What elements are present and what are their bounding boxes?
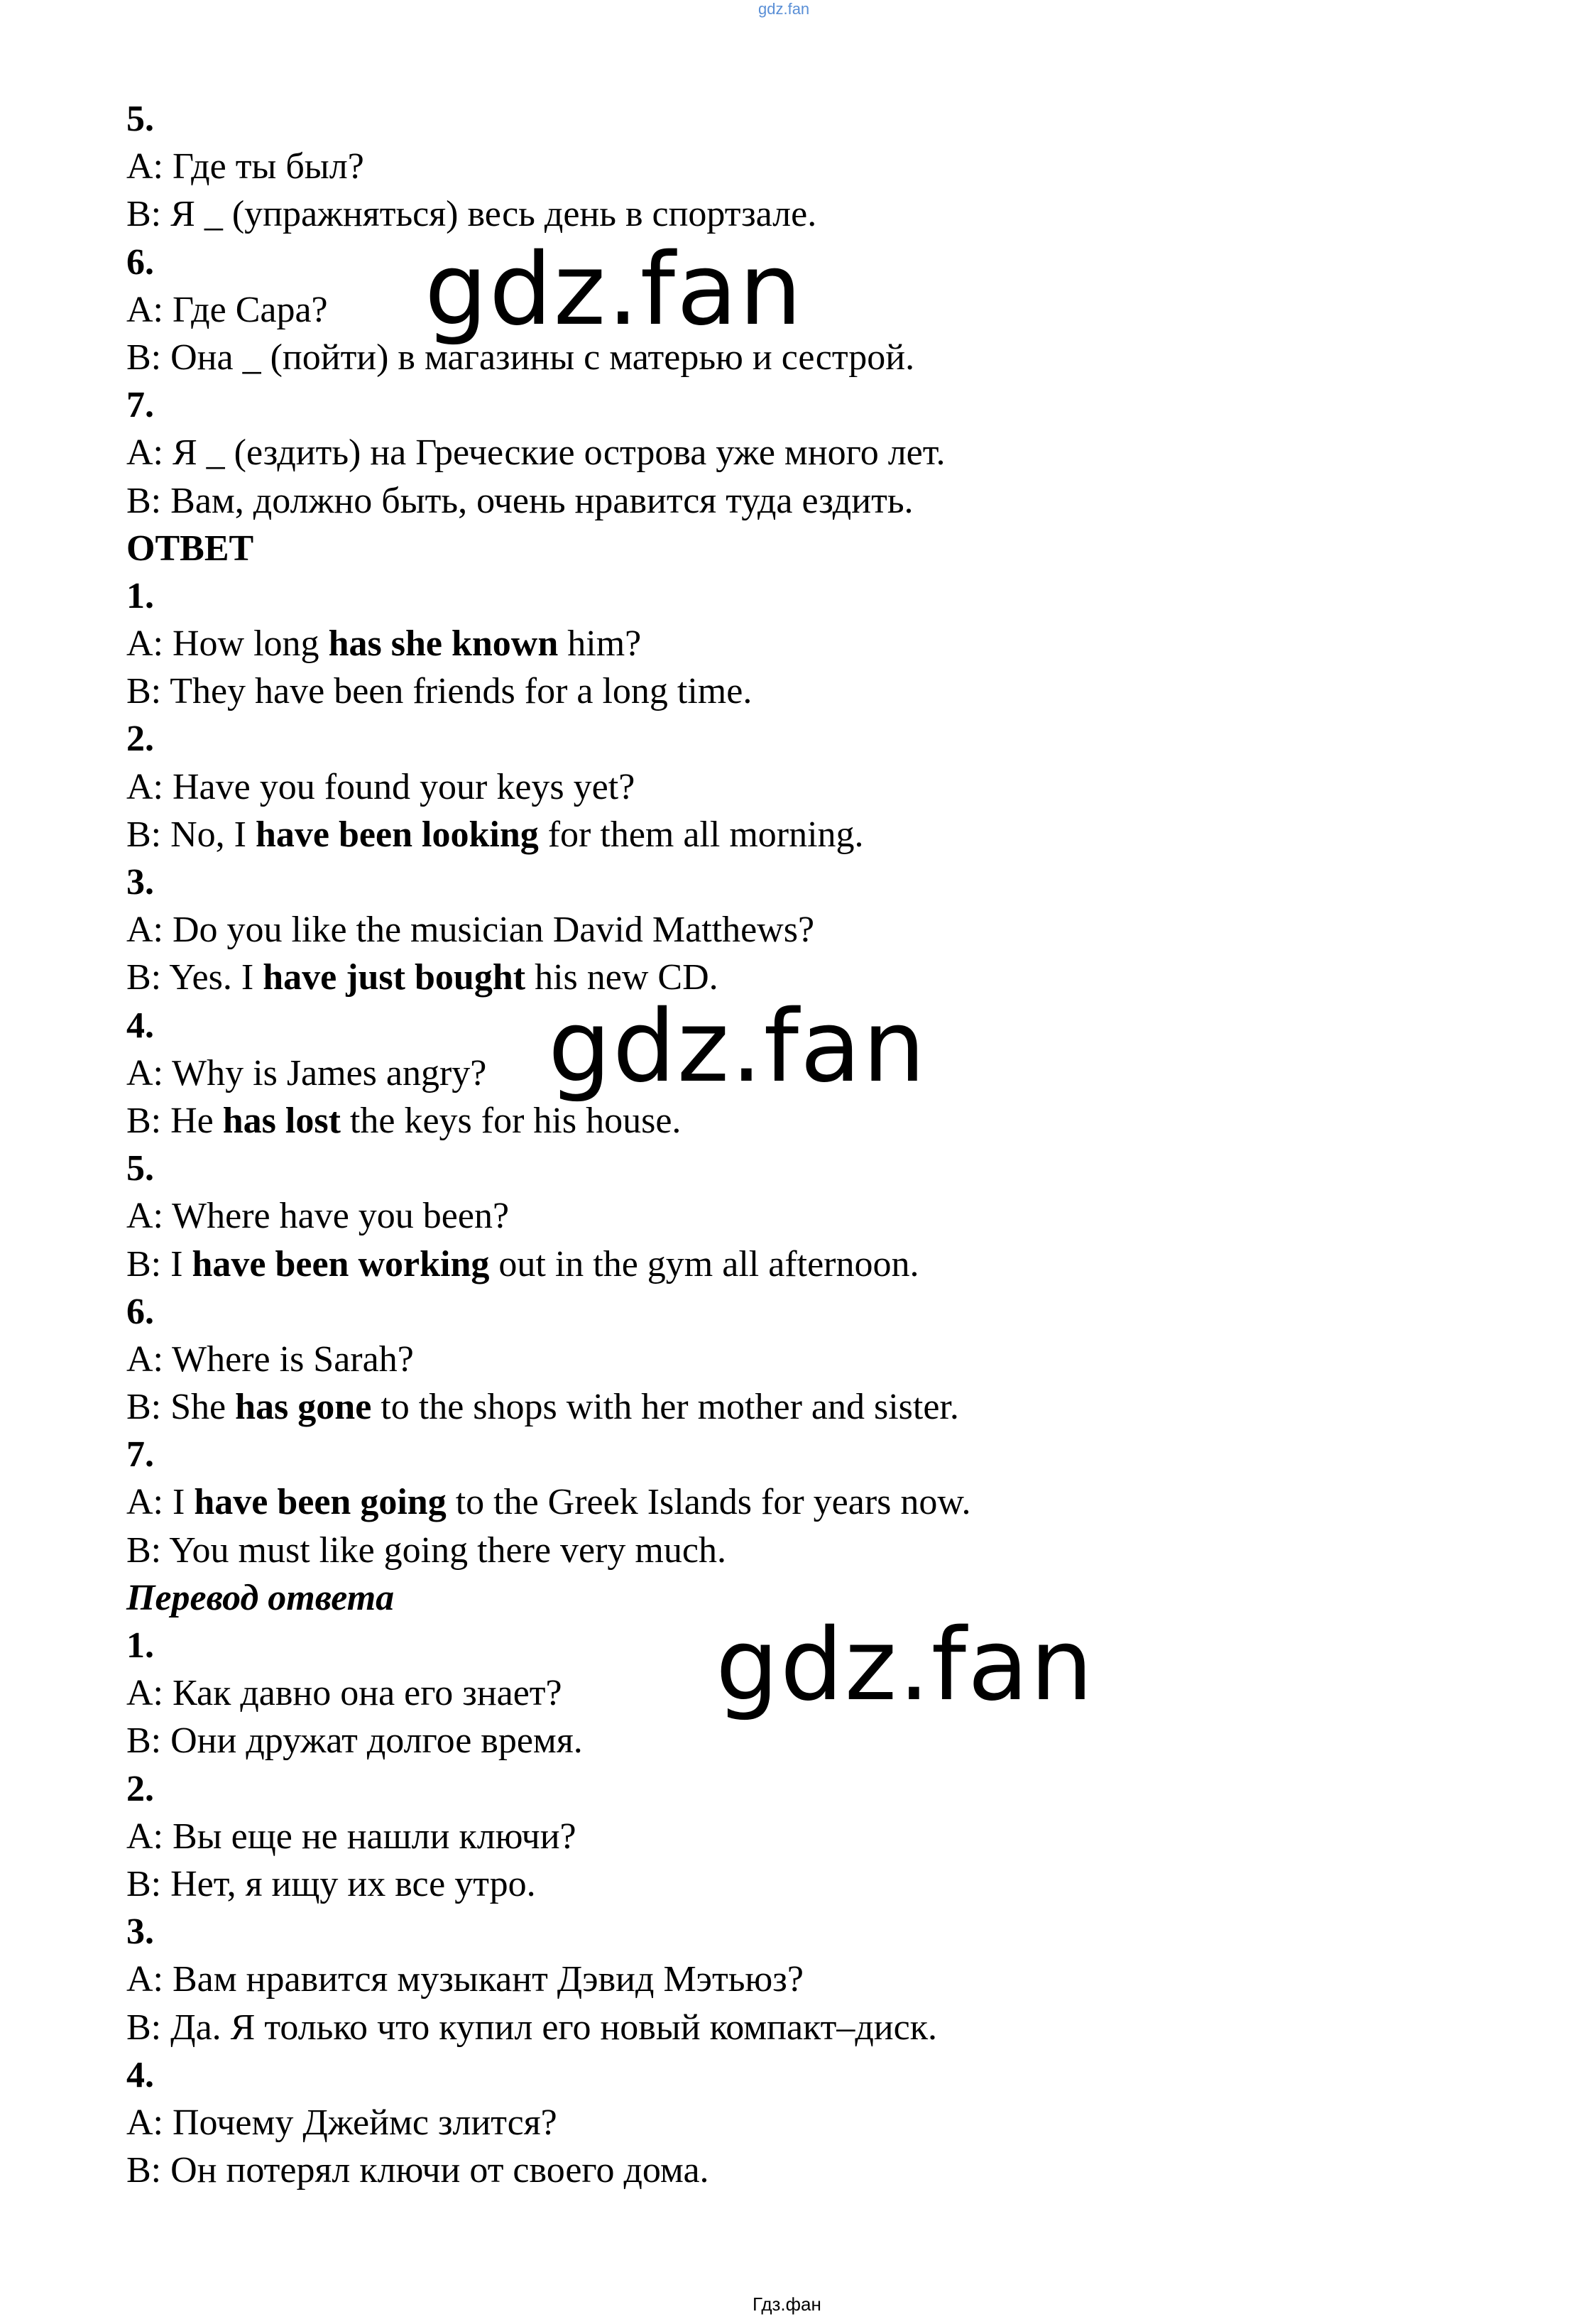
answer-heading: ОТВЕТ [126,528,254,569]
answer-6-number: 6. [126,1291,154,1332]
question-6-number: 6. [126,241,154,283]
document-body [126,95,1475,2194]
translation-4-line-a: A: Почему Джеймс злится? [126,2102,557,2143]
watermark-2: gdz.fan [548,989,927,1105]
translation-1-line-b: B: Они дружат долгое время. [126,1720,583,1762]
answer-2-line-b: B: No, I have been looking for them all morning. [126,814,864,855]
question-6-line-a: A: Где Сара? [126,289,328,330]
answer-6-line-b: B: She has gone to the shops with her mother and sister. [126,1387,959,1428]
answer-4-line-b: B: He has lost the keys for his house. [126,1100,682,1141]
question-7-line-b: B: Вам, должно быть, очень нравится туда ездить. [126,480,914,521]
top-watermark-text: gdz.fan [758,0,810,18]
answer-7-number: 7. [126,1434,154,1475]
translation-4-line-b: B: Он потерял ключи от своего дома. [126,2150,709,2191]
answer-3-number: 3. [126,862,154,902]
answer-7-line-b: B: You must like going there very much. [126,1529,726,1571]
answer-1-line-a: A: How long has she known him? [126,623,642,665]
answer-1-number: 1. [126,575,154,616]
answer-5-number: 5. [126,1148,154,1189]
translation-2-line-b: B: Нет, я ищу их все утро. [126,1863,536,1904]
translation-heading: Перевод ответа [126,1577,395,1618]
question-5-number: 5. [126,99,154,139]
answer-7-line-a: A: I have been going to the Greek Islands for years now. [126,1482,971,1523]
question-7-number: 7. [126,385,154,426]
translation-1-number: 1. [126,1625,154,1666]
watermark-1: gdz.fan [425,232,804,348]
answer-5-line-b: B: I have been working out in the gym all afternoon. [126,1243,919,1284]
answer-2-number: 2. [126,719,154,760]
page-footer: Гдз.фан [753,2293,821,2315]
answer-1-line-b: B: They have been friends for a long time. [126,671,753,712]
answer-2-line-a: A: Have you found your keys yet? [126,766,635,807]
answer-4-number: 4. [126,1005,154,1046]
translation-3-line-b: B: Да. Я только что купил его новый компакт–диск. [126,2007,937,2048]
translation-3-number: 3. [126,1911,154,1953]
answer-3-line-b: B: Yes. I have just bought his new CD. [126,957,718,998]
question-7-line-a: A: Я _ (ездить) на Греческие острова уже много лет. [126,432,946,474]
question-5-line-a: A: Где ты был? [126,146,364,187]
translation-3-line-a: A: Вам нравится музыкант Дэвид Мэтьюз? [126,1959,804,2000]
translation-2-number: 2. [126,1768,154,1809]
answer-3-line-a: A: Do you like the musician David Matthews? [126,910,815,951]
translation-4-number: 4. [126,2054,154,2095]
question-5-line-b: B: Я _ (упражняться) весь день в спортзале. [126,194,817,235]
translation-2-line-a: A: Вы еще не нашли ключи? [126,1816,576,1857]
answer-6-line-a: A: Where is Sarah? [126,1338,414,1380]
answer-4-line-a: A: Why is James angry? [126,1052,487,1093]
translation-1-line-a: A: Как давно она его знает? [126,1673,562,1714]
question-6-line-b: B: Она _ (пойти) в магазины с матерью и сестрой. [126,337,915,378]
watermark-3: gdz.fan [716,1608,1095,1723]
answer-5-line-a: A: Where have you been? [126,1196,510,1237]
